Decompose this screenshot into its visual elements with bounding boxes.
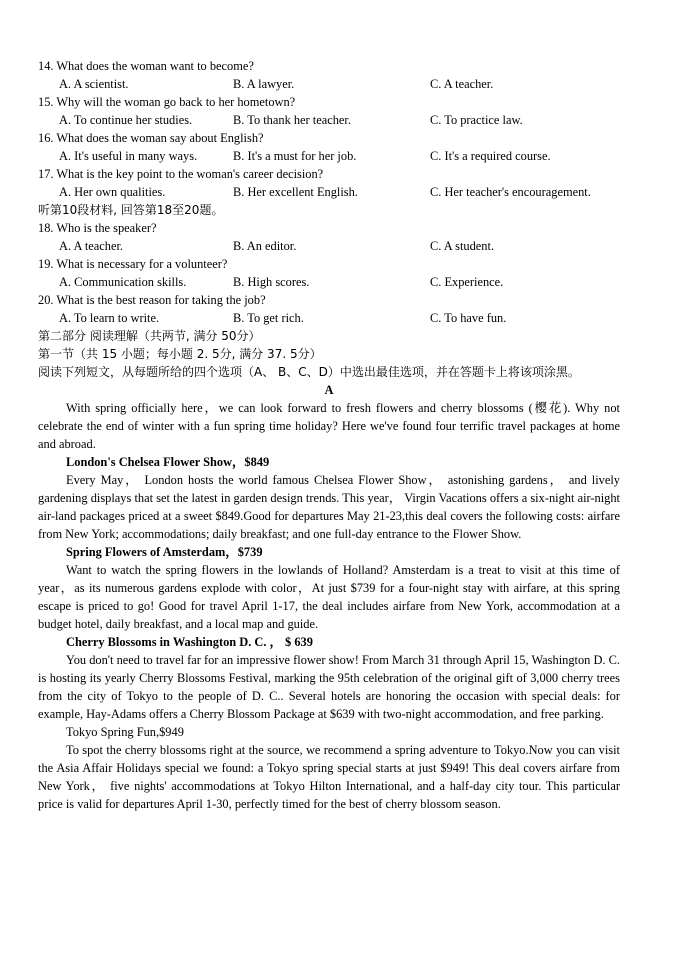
- section1-title: 第一节（共 15 小题；每小题 2. 5分, 满分 37. 5分）: [38, 347, 322, 361]
- passage-intro: With spring officially here，we can look forward to fresh flowers and cherry blossoms (樱花). Why not celebrate the end of winter with a fun spring time holiday? Here we've found four terrific travel packages at home and abroad.: [38, 401, 620, 451]
- option-b: B. A lawyer.: [233, 77, 295, 91]
- options-row: [38, 111, 620, 129]
- option-a: A. Communication skills.: [59, 275, 187, 289]
- option-a: A. A scientist.: [59, 77, 129, 91]
- section-heading-amsterdam: Spring Flowers of Amsterdam，$739: [66, 545, 263, 559]
- question-20: [38, 291, 620, 327]
- section-body-tokyo: To spot the cherry blossoms right at the source, we recommend a spring adventure to Tokyo.Now you can visit the Asia Affair Holidays special we found: a Tokyo spring special starts at just $949! This deal covers airfare from New York， five nights' accommodations at Tokyo Hilton International, and a half-day city tour. This particular price is valid for departures April 1-30, perfectly timed for the best of cherry blossom season.: [38, 743, 620, 811]
- option-a: A. A teacher.: [59, 239, 123, 253]
- section10-instruction: 听第10段材料, 回答第18至20题。: [38, 203, 224, 217]
- options-row: [38, 273, 620, 291]
- question-16: [38, 129, 620, 165]
- option-a: A. Her own qualities.: [59, 185, 166, 199]
- option-a: A. To continue her studies.: [59, 113, 193, 127]
- options-row: [38, 75, 620, 93]
- question-text: 16. What does the woman say about English?: [38, 131, 264, 145]
- question-15: [38, 93, 620, 129]
- option-c: C. Her teacher's encouragement.: [430, 185, 591, 199]
- option-a: A. To learn to write.: [59, 311, 160, 325]
- option-a: A. It's useful in many ways.: [59, 149, 198, 163]
- options-row: [38, 309, 620, 327]
- reading-instruction: 阅读下列短文，从每题所给的四个选项（A、 B、C、D）中选出最佳选项，并在答题卡上将该项涂黑。: [38, 365, 580, 379]
- question-19: [38, 255, 620, 291]
- options-row: [38, 147, 620, 165]
- section-heading-london: London's Chelsea Flower Show，$849: [66, 455, 270, 469]
- option-c: C. A teacher.: [430, 77, 494, 91]
- option-c: C. It's a required course.: [430, 149, 551, 163]
- option-b: B. Her excellent English.: [233, 185, 358, 199]
- question-text: 15. Why will the woman go back to her hometown?: [38, 95, 296, 109]
- option-b: B. To thank her teacher.: [233, 113, 351, 127]
- options-row: [38, 183, 620, 201]
- section-heading-washington: Cherry Blossoms in Washington D. C. ， $ 639: [66, 635, 313, 649]
- part2-title: 第二部分 阅读理解（共两节, 满分 50分）: [38, 329, 261, 343]
- exam-page: [38, 57, 620, 813]
- passage-label: A: [324, 383, 334, 397]
- question-18: [38, 219, 620, 255]
- question-14: [38, 57, 620, 93]
- option-c: C. Experience.: [430, 275, 504, 289]
- section-body-washington: You don't need to travel far for an impressive flower show! From March 31 through April 15, Washington D. C. is hosting its yearly Cherry Blossoms Festival, marking the 95th celebration of the original gift of 3,000 cherry trees from the city of Tokyo to the people of D. C.. Several hotels are honoring the occasion with special deals: for example, Hay-Adams offers a Cherry Blossom Package at $639 with two-night accommodation, and free parking.: [38, 653, 620, 721]
- option-c: C. A student.: [430, 239, 495, 253]
- section-body-london: Every May， London hosts the world famous Chelsea Flower Show， astonishing gardens， and lively gardening displays that set the latest in garden design trends. This year， Virgin Vacations offers a six-night air-night air-land packages priced at a sweet $849.Good for departures May 21-23,this deal covers the following costs: airfare from New York; accommodations; daily breakfast; and one full-day entrance to the Flower Show.: [38, 473, 620, 541]
- option-c: C. To practice law.: [430, 113, 523, 127]
- section-heading-tokyo: Tokyo Spring Fun,$949: [66, 725, 184, 739]
- option-b: B. To get rich.: [233, 311, 304, 325]
- question-text: 19. What is necessary for a volunteer?: [38, 257, 228, 271]
- question-text: 18. Who is the speaker?: [38, 221, 157, 235]
- option-b: B. An editor.: [233, 239, 297, 253]
- question-text: 14. What does the woman want to become?: [38, 59, 254, 73]
- question-17: [38, 165, 620, 201]
- option-b: B. High scores.: [233, 275, 310, 289]
- question-text: 17. What is the key point to the woman's career decision?: [38, 167, 324, 181]
- option-b: B. It's a must for her job.: [233, 149, 357, 163]
- options-row: [38, 237, 620, 255]
- option-c: C. To have fun.: [430, 311, 507, 325]
- question-text: 20. What is the best reason for taking the job?: [38, 293, 266, 307]
- section-body-amsterdam: Want to watch the spring flowers in the lowlands of Holland? Amsterdam is a treat to visit at this time of year，as its numerous gardens explode with color，At just $739 for a four-night stay with airfare, at this spring escape is priced to go! Good for travel April 1-17, the deal includes airfare from New York, accommodation at a budget hotel, daily breakfast, and a local map and guide.: [38, 563, 620, 631]
